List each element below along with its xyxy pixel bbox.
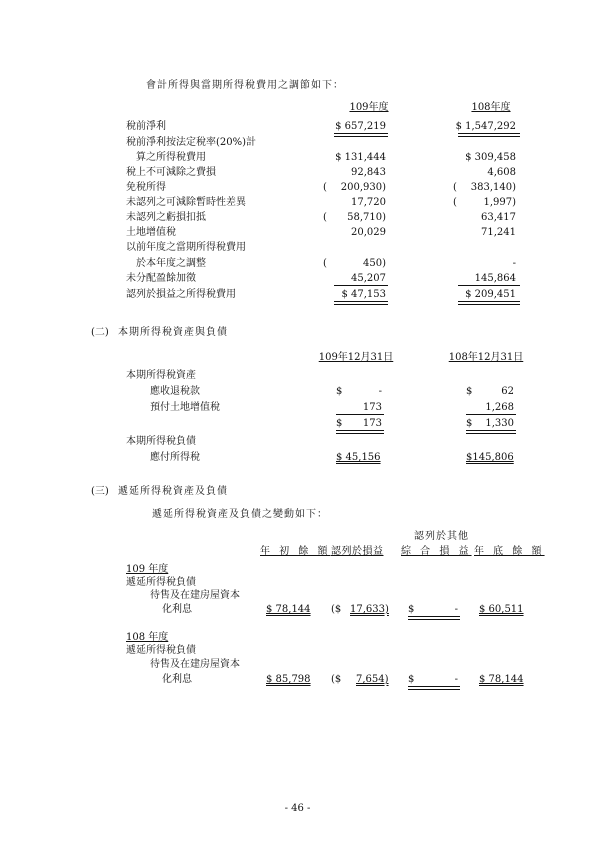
col-header-2019-12-31: 108年12月31日 xyxy=(448,352,524,363)
deferred-tax-liabilities-label: 遞延所得稅負債 xyxy=(126,577,196,588)
col-header-oci-top: 認列於其他 xyxy=(414,531,469,542)
capitalized-interest-label: 待售及在建房屋資本 xyxy=(150,590,240,601)
current-tax-assets-title: 本期所得稅資產 xyxy=(126,370,196,381)
col-header-108: 108年度 xyxy=(471,102,511,113)
current-tax-liabilities-title: 本期所得稅負債 xyxy=(126,436,196,447)
y109-oci-sym: $ xyxy=(408,604,415,615)
prepaid-land-tax-2020: 173 xyxy=(362,402,382,413)
recon-value-109: 45,207 xyxy=(351,273,386,284)
assets-total-2019: 1,330 xyxy=(485,418,514,429)
recon-value-109: 17,720 xyxy=(351,197,386,208)
recon-row-label: 稅前淨利按法定稅率(20%)計 xyxy=(126,137,257,148)
recon-value-108: 71,241 xyxy=(481,227,516,238)
double-underline xyxy=(334,301,388,305)
section-b-number: (二) xyxy=(91,327,109,338)
assets-total-2020-sym: $ xyxy=(336,418,343,429)
recon-value-108: $ 309,458 xyxy=(465,152,516,163)
tax-refund-receivable-label: 應收退稅款 xyxy=(150,386,200,397)
year-108-label: 108 年度 xyxy=(126,632,169,643)
y109-pl: 17,633) xyxy=(350,604,389,615)
y108-oci-sym: $ xyxy=(408,674,415,685)
recon-value-108: $ 1,547,292 xyxy=(455,121,516,132)
reconciliation-intro: 會計所得與當期所得稅費用之調節如下： xyxy=(146,80,344,91)
y109-oci: - xyxy=(454,604,458,615)
recon-paren: ( xyxy=(323,182,327,193)
recon-row-label: 認列於損益之所得稅費用 xyxy=(126,289,236,300)
assets-total-2019-sym: $ xyxy=(466,418,473,429)
section-c-number: (三) xyxy=(91,486,109,497)
y108-ending: $ 78,144 xyxy=(479,674,524,685)
underline xyxy=(466,414,516,415)
tax-refund-receivable-2019-sym: $ xyxy=(466,386,473,397)
year-109-label: 109 年度 xyxy=(126,564,169,575)
recon-value-108: 1,997) xyxy=(483,197,516,208)
recon-value-109: 20,029 xyxy=(351,227,386,238)
tax-refund-receivable-2020-sym: $ xyxy=(336,386,343,397)
capitalized-interest-label-cont: 化利息 xyxy=(162,674,192,685)
deferred-tax-liabilities-label: 遞延所得稅負債 xyxy=(126,645,196,656)
y108-pl: 7,654) xyxy=(356,674,389,685)
col-header-recognized-pl: 認列於損益 xyxy=(331,546,384,557)
section-c-heading: 遞延所得稅資產及負債 xyxy=(118,486,228,497)
recon-paren: ( xyxy=(453,197,457,208)
double-underline xyxy=(334,133,388,137)
income-tax-payable-2019: $145,806 xyxy=(466,452,514,463)
recon-row-label: 稅上不可減除之費損 xyxy=(126,167,216,178)
y109-pl-paren: ($ xyxy=(331,604,342,615)
y109-ending: $ 60,511 xyxy=(479,604,524,615)
income-tax-payable-2020: $ 45,156 xyxy=(336,452,381,463)
recon-value-108: 63,417 xyxy=(481,212,516,223)
recon-value-108: 145,864 xyxy=(474,273,516,284)
double-underline xyxy=(458,301,520,305)
recon-paren: ( xyxy=(323,212,327,223)
assets-total-2020: 173 xyxy=(362,418,382,429)
recon-row-label: 未認列之可減除暫時性差異 xyxy=(126,197,246,208)
deferred-tax-intro: 遞延所得稅資產及負債之變動如下： xyxy=(152,509,328,520)
double-underline xyxy=(408,686,460,690)
y109-beginning: $ 78,144 xyxy=(266,604,311,615)
recon-row-label: 於本年度之調整 xyxy=(136,258,206,269)
recon-row-label: 免稅所得 xyxy=(126,182,166,193)
section-b-heading: 本期所得稅資產與負債 xyxy=(118,327,228,338)
income-tax-payable-label: 應付所得稅 xyxy=(150,452,200,463)
underline xyxy=(458,285,520,286)
recon-row-label: 稅前淨利 xyxy=(126,121,166,132)
recon-value-109: 450) xyxy=(363,258,386,269)
y108-beginning: $ 85,798 xyxy=(266,674,311,685)
underline xyxy=(334,285,388,286)
capitalized-interest-label: 待售及在建房屋資本 xyxy=(150,659,240,670)
recon-row-label: 未分配盈餘加徵 xyxy=(126,273,196,284)
recon-value-108: 4,608 xyxy=(487,167,516,178)
recon-value-109: 58,710) xyxy=(347,212,386,223)
capitalized-interest-label-cont: 化利息 xyxy=(162,604,192,615)
double-underline xyxy=(458,133,520,137)
tax-refund-receivable-2020: - xyxy=(378,386,382,397)
recon-row-label: 以前年度之當期所得稅費用 xyxy=(126,242,246,253)
col-header-oci: 綜 合 損 益 xyxy=(401,546,472,557)
recon-value-108: $ 209,451 xyxy=(465,289,516,300)
recon-value-109: $ 131,444 xyxy=(335,152,386,163)
double-underline xyxy=(408,616,460,620)
recon-row-label: 算之所得稅費用 xyxy=(136,152,206,163)
recon-paren: ( xyxy=(453,182,457,193)
y108-pl-paren: ($ xyxy=(331,674,342,685)
page-number: - 46 - xyxy=(284,803,311,814)
underline xyxy=(336,414,384,415)
col-header-2020-12-31: 109年12月31日 xyxy=(318,352,394,363)
recon-value-109: 200,930) xyxy=(340,182,386,193)
prepaid-land-tax-2019: 1,268 xyxy=(485,402,514,413)
col-header-ending-balance: 年 底 餘 額 xyxy=(474,546,545,557)
tax-refund-receivable-2019: 62 xyxy=(501,386,514,397)
recon-value-109: 92,843 xyxy=(351,167,386,178)
recon-value-109: $ 657,219 xyxy=(335,121,386,132)
recon-value-108: - xyxy=(512,258,516,269)
prepaid-land-tax-label: 預付土地增值稅 xyxy=(150,402,220,413)
recon-paren: ( xyxy=(323,258,327,269)
double-underline xyxy=(336,430,384,434)
recon-value-108: 383,140) xyxy=(470,182,516,193)
recon-row-label: 土地增值稅 xyxy=(126,227,176,238)
recon-row-label: 未認列之虧損扣抵 xyxy=(126,212,206,223)
col-header-beginning-balance: 年 初 餘 額 xyxy=(260,546,331,557)
y108-oci: - xyxy=(454,674,458,685)
col-header-109: 109年度 xyxy=(349,102,389,113)
double-underline xyxy=(466,430,516,434)
recon-value-109: $ 47,153 xyxy=(341,289,386,300)
